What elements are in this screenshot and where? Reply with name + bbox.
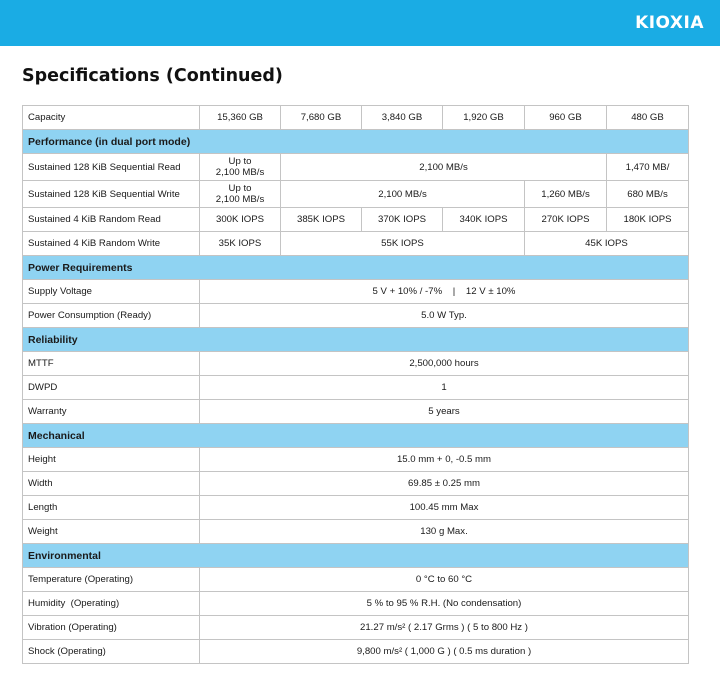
value-cell [200, 181, 281, 208]
table-row [23, 232, 689, 256]
header-bar [0, 0, 720, 46]
table-row [23, 352, 689, 376]
row-label: Temperature (Operating) [23, 568, 200, 592]
value-cell: 35K IOPS [200, 232, 281, 256]
value-cell: 2,500,000 hours [200, 352, 689, 376]
row-label: Sustained 4 KiB Random Read [23, 208, 200, 232]
table-row [23, 376, 689, 400]
row-label: Sustained 128 KiB Sequential Write [23, 181, 200, 208]
value-cell: 5 years [200, 400, 689, 424]
row-label: Power Consumption (Ready) [23, 304, 200, 328]
value-cell: 2,100 MB/s [281, 154, 607, 181]
table-row [23, 400, 689, 424]
section-title: Performance (in dual port mode) [23, 130, 689, 154]
row-label: Length [23, 496, 200, 520]
table-row [23, 520, 689, 544]
value-line: 2,100 MB/s [215, 167, 265, 178]
section-title: Power Requirements [23, 256, 689, 280]
section-header [23, 424, 689, 448]
value-line: Up to [228, 183, 252, 194]
value-cell: 55K IOPS [281, 232, 525, 256]
table-row [23, 181, 689, 208]
value-cell: 5.0 W Typ. [200, 304, 689, 328]
table-row [23, 208, 689, 232]
section-header [23, 544, 689, 568]
table-row [23, 304, 689, 328]
value-cell: 130 g Max. [200, 520, 689, 544]
value-cell: 21.27 m/s² ( 2.17 Grms ) ( 5 to 800 Hz ) [200, 616, 689, 640]
row-label: Capacity [23, 106, 200, 130]
row-label: Sustained 4 KiB Random Write [23, 232, 200, 256]
table-row [23, 616, 689, 640]
capacity-cell: 3,840 GB [362, 106, 443, 130]
row-label: Shock (Operating) [23, 640, 200, 664]
section-title: Environmental [23, 544, 689, 568]
table-row [23, 568, 689, 592]
capacity-cell: 480 GB [607, 106, 689, 130]
row-label: MTTF [23, 352, 200, 376]
row-label: Width [23, 472, 200, 496]
table-row [23, 448, 689, 472]
table-row [23, 154, 689, 181]
value-cell: 180K IOPS [607, 208, 689, 232]
capacity-cell: 1,920 GB [443, 106, 525, 130]
value-cell: 100.45 mm Max [200, 496, 689, 520]
value-cell: 1 [200, 376, 689, 400]
value-cell: 300K IOPS [200, 208, 281, 232]
value-cell [200, 154, 281, 181]
section-header [23, 256, 689, 280]
row-label: DWPD [23, 376, 200, 400]
row-label: Sustained 128 KiB Sequential Read [23, 154, 200, 181]
row-label: Height [23, 448, 200, 472]
value-cell: 270K IOPS [525, 208, 607, 232]
value-cell: 340K IOPS [443, 208, 525, 232]
value-cell: 5 V + 10% / -7% | 12 V ± 10% [200, 280, 689, 304]
brand-logo: KIOXIA [635, 13, 704, 33]
section-title: Mechanical [23, 424, 689, 448]
capacity-cell: 960 GB [525, 106, 607, 130]
page-title: Specifications (Continued) [22, 66, 283, 86]
value-cell: 69.85 ± 0.25 mm [200, 472, 689, 496]
row-label: Weight [23, 520, 200, 544]
section-header [23, 328, 689, 352]
table-row [23, 592, 689, 616]
value-cell: 1,470 MB/ [607, 154, 689, 181]
value-cell: 15.0 mm + 0, -0.5 mm [200, 448, 689, 472]
spec-table [22, 105, 689, 664]
table-row [23, 106, 689, 130]
value-line: Up to [228, 156, 252, 167]
value-cell: 680 MB/s [607, 181, 689, 208]
value-cell: 0 °C to 60 °C [200, 568, 689, 592]
value-cell: 385K IOPS [281, 208, 362, 232]
table-row [23, 496, 689, 520]
row-label: Supply Voltage [23, 280, 200, 304]
value-cell: 1,260 MB/s [525, 181, 607, 208]
table-row [23, 640, 689, 664]
section-header [23, 130, 689, 154]
capacity-cell: 7,680 GB [281, 106, 362, 130]
row-label: Humidity (Operating) [23, 592, 200, 616]
row-label: Warranty [23, 400, 200, 424]
value-cell: 45K IOPS [525, 232, 689, 256]
table-row [23, 280, 689, 304]
row-label: Vibration (Operating) [23, 616, 200, 640]
value-cell: 5 % to 95 % R.H. (No condensation) [200, 592, 689, 616]
value-cell: 2,100 MB/s [281, 181, 525, 208]
value-cell: 370K IOPS [362, 208, 443, 232]
section-title: Reliability [23, 328, 689, 352]
capacity-cell: 15,360 GB [200, 106, 281, 130]
table-row [23, 472, 689, 496]
value-cell: 9,800 m/s² ( 1,000 G ) ( 0.5 ms duration ) [200, 640, 689, 664]
value-line: 2,100 MB/s [215, 194, 265, 205]
